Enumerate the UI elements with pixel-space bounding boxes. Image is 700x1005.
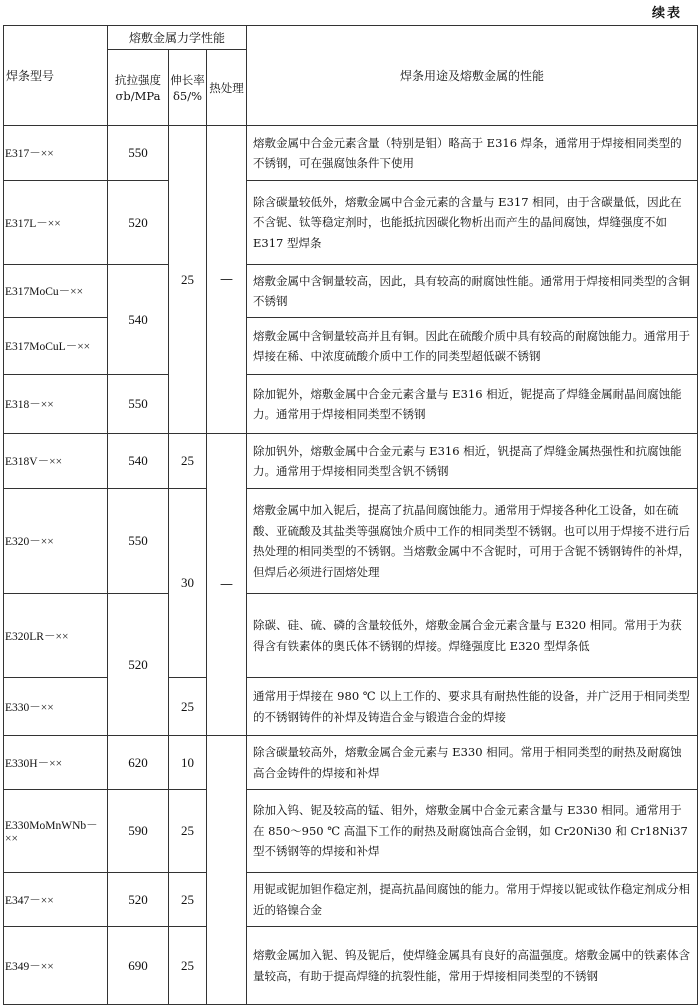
elongation-cell: 30: [169, 489, 207, 678]
tensile-cell: 590: [108, 790, 169, 873]
tensile-cell: 690: [108, 927, 169, 1005]
elongation-cell: 25: [169, 126, 207, 434]
header-description: 焊条用途及熔敷金属的性能: [247, 26, 698, 126]
header-tensile-label: 抗拉强度: [115, 72, 161, 87]
table-row-model: E330MoMnWNb－××: [4, 790, 108, 873]
header-tensile-unit: σb/MPa: [115, 88, 161, 103]
heat-treatment-cell: —: [207, 434, 247, 736]
table-row-model: E320LR－××: [4, 594, 108, 678]
elongation-cell: 25: [169, 927, 207, 1005]
header-elongation: [169, 50, 207, 126]
header-tensile: [108, 50, 169, 126]
continued-label: 续表: [651, 6, 682, 21]
table-row-model: E347－××: [4, 873, 108, 927]
description-cell: 除含碳量较低外，熔敷金属中合金元素的含量与 E317 相同，由于含碳量低，因此在不含铌、钛等稳定剂时，也能抵抗因碳化物析出而产生的晶间腐蚀，焊缝强度不如 E317 型焊条: [247, 181, 698, 265]
table-row-model: E349－××: [4, 927, 108, 1005]
header-heat-treatment: 热处理: [207, 50, 247, 126]
description-cell: 通常用于焊接在 980 ℃ 以上工作的、要求具有耐热性能的设备，并广泛用于相同类型的不锈钢铸件的补焊及铸造合金与锻造合金的焊接: [247, 678, 698, 736]
tensile-cell: 550: [108, 489, 169, 594]
description-cell: 熔敷金属中合金元素含量（特别是钼）略高于 E316 焊条，通常用于焊接相同类型的不锈钢，可在强腐蚀条件下使用: [247, 126, 698, 181]
tensile-cell: 520: [108, 594, 169, 736]
table-row-model: E317L－××: [4, 181, 108, 265]
elongation-cell: 25: [169, 434, 207, 489]
description-cell: 用铌或铌加钽作稳定剂，提高抗晶间腐蚀的能力。常用于焊接以铌或钛作稳定剂成分相近的铬镍合金: [247, 873, 698, 927]
description-cell: 除碳、硅、硫、磷的含量较低外，熔敷金属合金元素含量与 E320 相同。常用于为获得含有铁素体的奥氏体不锈钢的焊接。焊缝强度比 E320 型焊条低: [247, 594, 698, 678]
table-row-model: E317MoCuL－××: [4, 318, 108, 375]
elongation-cell: 25: [169, 790, 207, 873]
table-row-model: E318－××: [4, 375, 108, 434]
elongation-cell: 25: [169, 678, 207, 736]
header-elongation-unit: δ5/%: [172, 88, 203, 103]
table-row-model: E317－××: [4, 126, 108, 181]
header-mechanical-group: 熔敷金属力学性能: [108, 26, 247, 50]
elongation-cell: 10: [169, 736, 207, 790]
table-row-model: E330－××: [4, 678, 108, 736]
table-row-model: E330H－××: [4, 736, 108, 790]
description-cell: 熔敷金属中含铜量较高，因此，具有较高的耐腐蚀性能。通常用于焊接相同类型的含铜不锈钢: [247, 265, 698, 318]
description-cell: 熔敷金属中含铜量较高并且有铜。因此在硫酸介质中具有较高的耐腐蚀能力。通常用于焊接在稀、中浓度硫酸介质中工作的同类型超低碳不锈钢: [247, 318, 698, 375]
description-cell: 除含碳量较高外，熔敷金属合金元素与 E330 相同。常用于相同类型的耐热及耐腐蚀高合金铸件的焊接和补焊: [247, 736, 698, 790]
table-row-model: E320－××: [4, 489, 108, 594]
description-cell: 除加钒外，熔敷金属中合金元素与 E316 相近，钒提高了焊缝金属热强性和抗腐蚀能力。通常用于焊接相同类型含钒不锈钢: [247, 434, 698, 489]
heat-treatment-cell: [207, 736, 247, 1005]
header-model: 焊条型号: [4, 26, 108, 126]
table-row-model: E318V－××: [4, 434, 108, 489]
heat-treatment-cell: —: [207, 126, 247, 434]
description-cell: 熔敷金属加入铌、钨及铌后，使焊缝金属具有良好的高温强度。熔敷金属中的铁素体含量较高，有助于提高焊缝的抗裂性能，常用于焊接相同类型的不锈钢: [247, 927, 698, 1005]
tensile-cell: 550: [108, 375, 169, 434]
tensile-cell: 520: [108, 181, 169, 265]
description-cell: 除加入钨、铌及较高的锰、钼外，熔敷金属中合金元素含量与 E330 相同。通常用于在 850～950 ℃ 高温下工作的耐热及耐腐蚀高合金钢，如 Cr20Ni30 和 Cr18Ni37 型不锈钢等的焊接和补焊: [247, 790, 698, 873]
electrode-table: [3, 25, 698, 1005]
tensile-cell: 540: [108, 434, 169, 489]
tensile-cell: 540: [108, 265, 169, 375]
tensile-cell: 620: [108, 736, 169, 790]
description-cell: 除加铌外，熔敷金属中合金元素含量与 E316 相近，铌提高了焊缝金属耐晶间腐蚀能力。通常用于焊接相同类型不锈钢: [247, 375, 698, 434]
tensile-cell: 520: [108, 873, 169, 927]
header-elongation-label: 伸长率: [170, 72, 205, 87]
tensile-cell: 550: [108, 126, 169, 181]
elongation-cell: 25: [169, 873, 207, 927]
description-cell: 熔敷金属中加入铌后，提高了抗晶间腐蚀能力。通常用于焊接各种化工设备，如在硫酸、亚硫酸及其盐类等强腐蚀介质中工作的相同类型不锈钢。也可以用于焊接不进行后热处理的相同类型的不锈钢。当熔敷金属中不含铌时，可用于含铌不锈钢铸件的补焊，但焊后必须进行固熔处理: [247, 489, 698, 594]
table-row-model: E317MoCu－××: [4, 265, 108, 318]
